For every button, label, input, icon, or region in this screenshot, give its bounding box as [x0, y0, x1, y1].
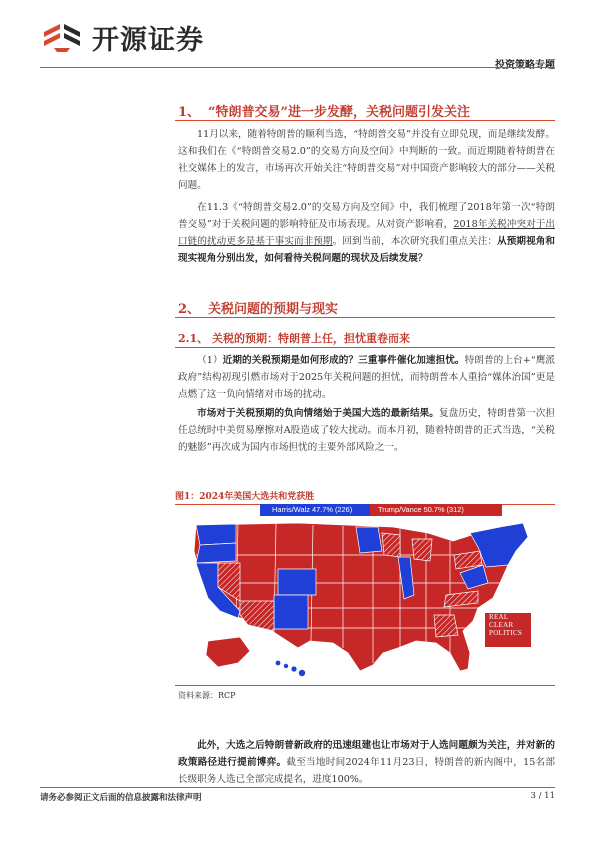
harris-legend: Harris/Walz 47.7% (226) — [272, 505, 353, 514]
paragraph-5-text: 截至当地时间2024年11月23日，特朗普的新内阁中，15名部长级职务人选已全部完成提名，进度100%。 — [178, 757, 556, 785]
subsection-2-1-divider — [175, 347, 555, 348]
section-2-title: 关税问题的预期与现实 — [208, 302, 339, 317]
figure-bottom-rule — [175, 685, 555, 686]
state-oregon — [196, 543, 236, 563]
us-election-map — [178, 503, 555, 683]
paragraph-3-label: （1） — [197, 355, 223, 366]
brand-name: 开源证券 — [92, 25, 204, 56]
figure-1-title: 图1：2024年美国大选共和党获胜 — [175, 489, 555, 505]
section-1-title: “特朗普交易”进一步发酵，关税问题引发关注 — [208, 105, 470, 120]
paragraph-3-text: 特朗普的上台+“鹰派政府”结构初现引燃市场对于2025年关税问题的担忧，而特朗普本人重拾“媒体治国”更是点燃了这一负向情绪对市场的扰动。 — [178, 355, 556, 400]
section-1-heading — [178, 101, 470, 120]
header-divider — [40, 67, 555, 68]
figure-source: 资料来源：RCP — [178, 691, 236, 700]
trump-legend: Trump/Vance 50.7% (312) — [378, 505, 464, 514]
state-michigan-hatched — [412, 539, 432, 561]
realclearpolitics-watermark — [485, 613, 531, 647]
paragraph-5 — [178, 737, 555, 788]
paragraph-4-bold: 市场对于关税预期的负向情绪始于美国大选的最新结果。 — [197, 408, 439, 419]
subsection-2-1-title: 关税的预期：特朗普上任，担忧重卷而来 — [212, 332, 410, 345]
paragraph-2 — [178, 199, 555, 267]
state-wisconsin-hatched — [382, 533, 400, 557]
section-1-divider — [175, 120, 555, 121]
state-new-mexico — [274, 595, 308, 629]
section-2-divider — [175, 317, 555, 318]
footer-disclaimer: 请务必参阅正文后面的信息披露和法律声明 — [40, 793, 202, 803]
state-minnesota — [356, 527, 382, 553]
paragraph-2-key-question: 从预期视角和现实视角分别出发，如何看待关税问题的现状及后续发展？ — [178, 236, 556, 264]
paragraph-2-text-a: 在11.3《“特朗普交易2.0”的交易方向及空间》中，我们梳理了2018年第一次“特朗普交易”对于关税问题的影响特征及市场表现。从对资产影响看， — [178, 202, 555, 230]
watermark-line-2: CLEAR — [489, 621, 514, 629]
section-2-heading — [178, 298, 338, 317]
election-result-bar — [260, 504, 502, 516]
paragraph-4 — [178, 405, 555, 456]
page-number: 3 / 11 — [530, 791, 555, 801]
footer-divider — [40, 787, 555, 788]
paragraph-1 — [178, 126, 555, 194]
document-type: 投资策略专题 — [495, 60, 555, 71]
paragraph-5-bold: 此外，大选之后特朗普新政府的迅速组建也让市场对于人选问题颇为关注，并对新的政策路径进行提前博弈。 — [178, 740, 555, 768]
paragraph-2-text-b: 。回到当前，本次研究我们重点关注： — [332, 236, 498, 247]
subsection-2-1-heading — [178, 330, 410, 346]
subsection-2-1-number: 2.1、 — [178, 332, 209, 345]
watermark-line-3: POLITICS — [489, 629, 523, 637]
paragraph-3 — [178, 352, 555, 403]
paragraph-3-bold: 近期的关税预期是如何形成的？三重事件催化加速担忧。 — [222, 355, 465, 366]
state-arizona-hatched — [240, 601, 274, 631]
section-1-number: 1、 — [178, 105, 201, 120]
paragraph-2-underlined: 2018年关税冲突对于出口链的扰动更多是基于事实而非预期 — [178, 219, 556, 247]
section-2-number: 2、 — [178, 302, 201, 317]
state-georgia-hatched — [434, 615, 458, 637]
watermark-line-1: REAL — [489, 613, 509, 621]
state-colorado — [278, 569, 316, 595]
paragraph-4-text: 复盘历史，特朗普第一次担任总统时中美贸易摩擦对A股造成了较大扰动。而本月初，随着特朗普的正式当选，“关税的魅影”再次成为国内市场担忧的主要外部风险之一。 — [178, 408, 556, 453]
state-washington — [196, 524, 236, 545]
state-hawaii — [276, 661, 306, 677]
kaiyuan-logo-icon — [40, 18, 84, 54]
state-alaska — [206, 637, 250, 667]
paragraph-1-text: 11月以来，随着特朗普的顺利当选，“特朗普交易”并没有立即兑现，而是继续发酵。这和我们在《“特朗普交易2.0”的交易方向及空间》中判断的一致。而近期随着特朗普在社交媒体上的发言，市场再次开始关注“特朗普交易”对中国资产影响较大的部分——关税问题。 — [178, 129, 555, 191]
